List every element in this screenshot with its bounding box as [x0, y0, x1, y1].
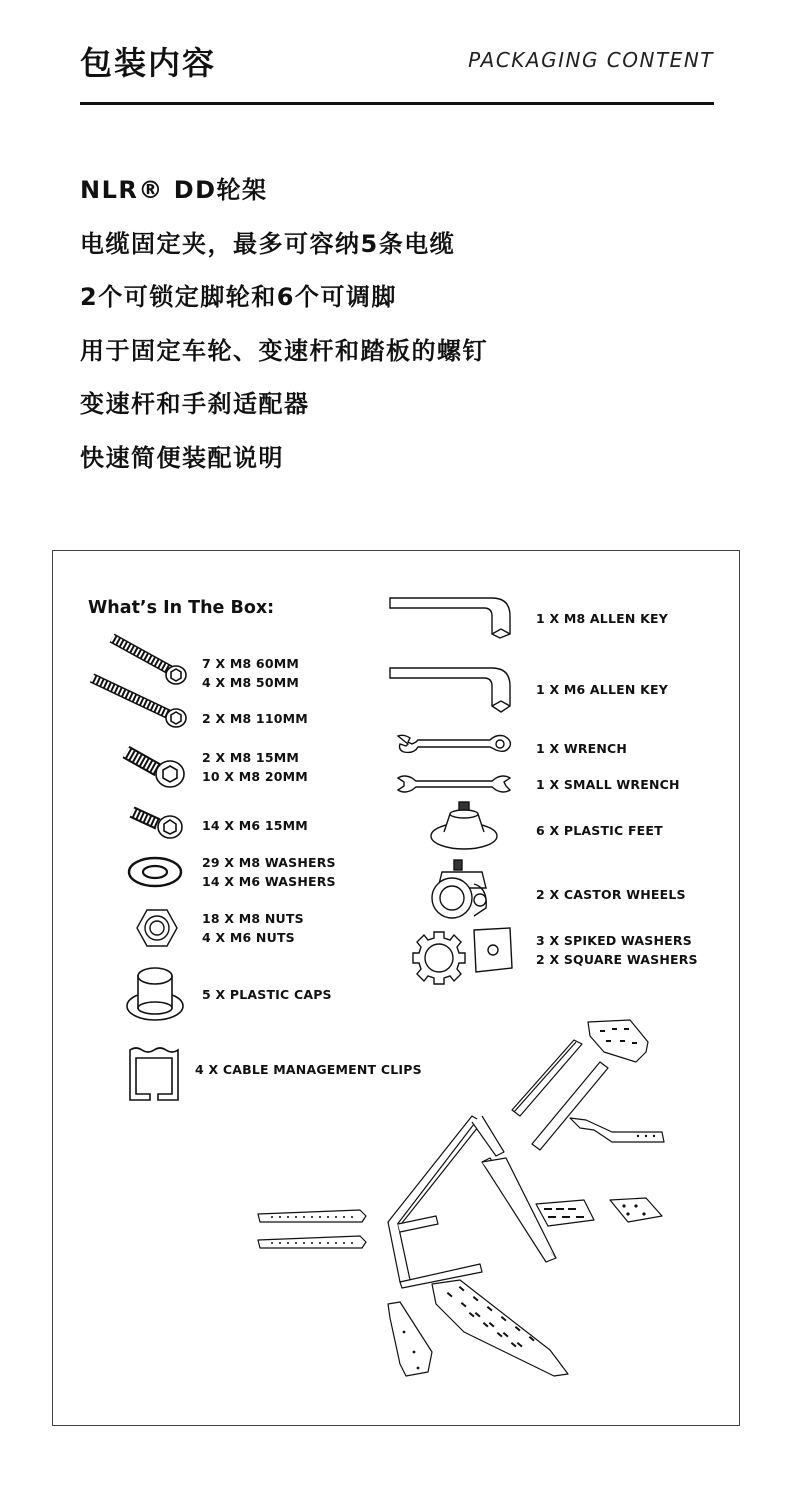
page-title: 包装内容 [80, 44, 217, 82]
box-heading: What’s In The Box: [88, 598, 275, 618]
item-label [202, 816, 308, 835]
item-label [536, 609, 668, 628]
header-divider [80, 102, 714, 105]
item-label-line: 6 X PLASTIC FEET [536, 823, 663, 838]
item-label [536, 775, 680, 794]
item-label-line: 2 X M8 15MM [202, 750, 299, 765]
item-label [536, 680, 668, 699]
item-label-line: 1 X WRENCH [536, 741, 628, 756]
contents-item: 2个可锁定脚轮和6个可调脚 [80, 283, 397, 312]
short-bolt-icon [118, 740, 188, 790]
allen-key-icon [388, 596, 520, 644]
plastic-cap-icon [124, 962, 186, 1026]
item-label-line: 14 X M6 WASHERS [202, 874, 336, 889]
page-subtitle: PACKAGING CONTENT [468, 48, 714, 72]
item-label [202, 909, 304, 947]
item-label-line: 10 X M8 20MM [202, 769, 308, 784]
item-label [202, 853, 336, 891]
small-wrench-icon [396, 772, 514, 796]
hex-nut-icon [134, 907, 180, 949]
item-label [202, 654, 299, 692]
item-label [202, 748, 308, 786]
frame-parts-diagram [250, 1012, 680, 1392]
small-bolt-icon [126, 802, 188, 842]
item-label-line: 2 X CASTOR WHEELS [536, 887, 686, 902]
allen-key-icon [388, 666, 520, 718]
item-label-line: 1 X M8 ALLEN KEY [536, 611, 668, 626]
item-label-line: 4 X M8 50MM [202, 675, 299, 690]
item-label [202, 985, 332, 1004]
square-washer-icon [470, 926, 514, 974]
item-label-line: 3 X SPIKED WASHERS [536, 933, 692, 948]
item-label [202, 709, 308, 728]
wrench-icon [396, 732, 514, 756]
contents-list [80, 172, 488, 494]
item-label [536, 821, 663, 840]
item-label-line: 1 X M6 ALLEN KEY [536, 682, 668, 697]
plastic-foot-icon [428, 800, 500, 852]
contents-item: 用于固定车轮、变速杆和踏板的螺钉 [80, 336, 488, 365]
item-label [536, 931, 698, 969]
contents-item: 电缆固定夹，最多可容纳5条电缆 [80, 229, 456, 258]
spiked-washer-icon [412, 930, 466, 986]
washer-icon [126, 854, 184, 890]
item-label-line: 2 X M8 110MM [202, 711, 308, 726]
contents-item: NLR® DD轮架 [80, 176, 268, 204]
contents-item: 快速简便装配说明 [80, 443, 284, 472]
item-label-line: 7 X M8 60MM [202, 656, 299, 671]
item-label-line: 5 X PLASTIC CAPS [202, 987, 332, 1002]
contents-item: 变速杆和手刹适配器 [80, 390, 310, 419]
item-label-line: 4 X M6 NUTS [202, 930, 295, 945]
item-label-line: 4 X CABLE MANAGEMENT CLIPS [195, 1062, 422, 1077]
item-label [536, 885, 686, 904]
longest-bolt-icon [84, 670, 194, 730]
item-label [536, 739, 627, 758]
item-label-line: 14 X M6 15MM [202, 818, 308, 833]
item-label-line: 1 X SMALL WRENCH [536, 777, 680, 792]
cable-clip-icon [126, 1044, 182, 1106]
item-label-line: 2 X SQUARE WASHERS [536, 952, 698, 967]
castor-wheel-icon [428, 858, 496, 926]
item-label-line: 18 X M8 NUTS [202, 911, 304, 926]
item-label-line: 29 X M8 WASHERS [202, 855, 336, 870]
